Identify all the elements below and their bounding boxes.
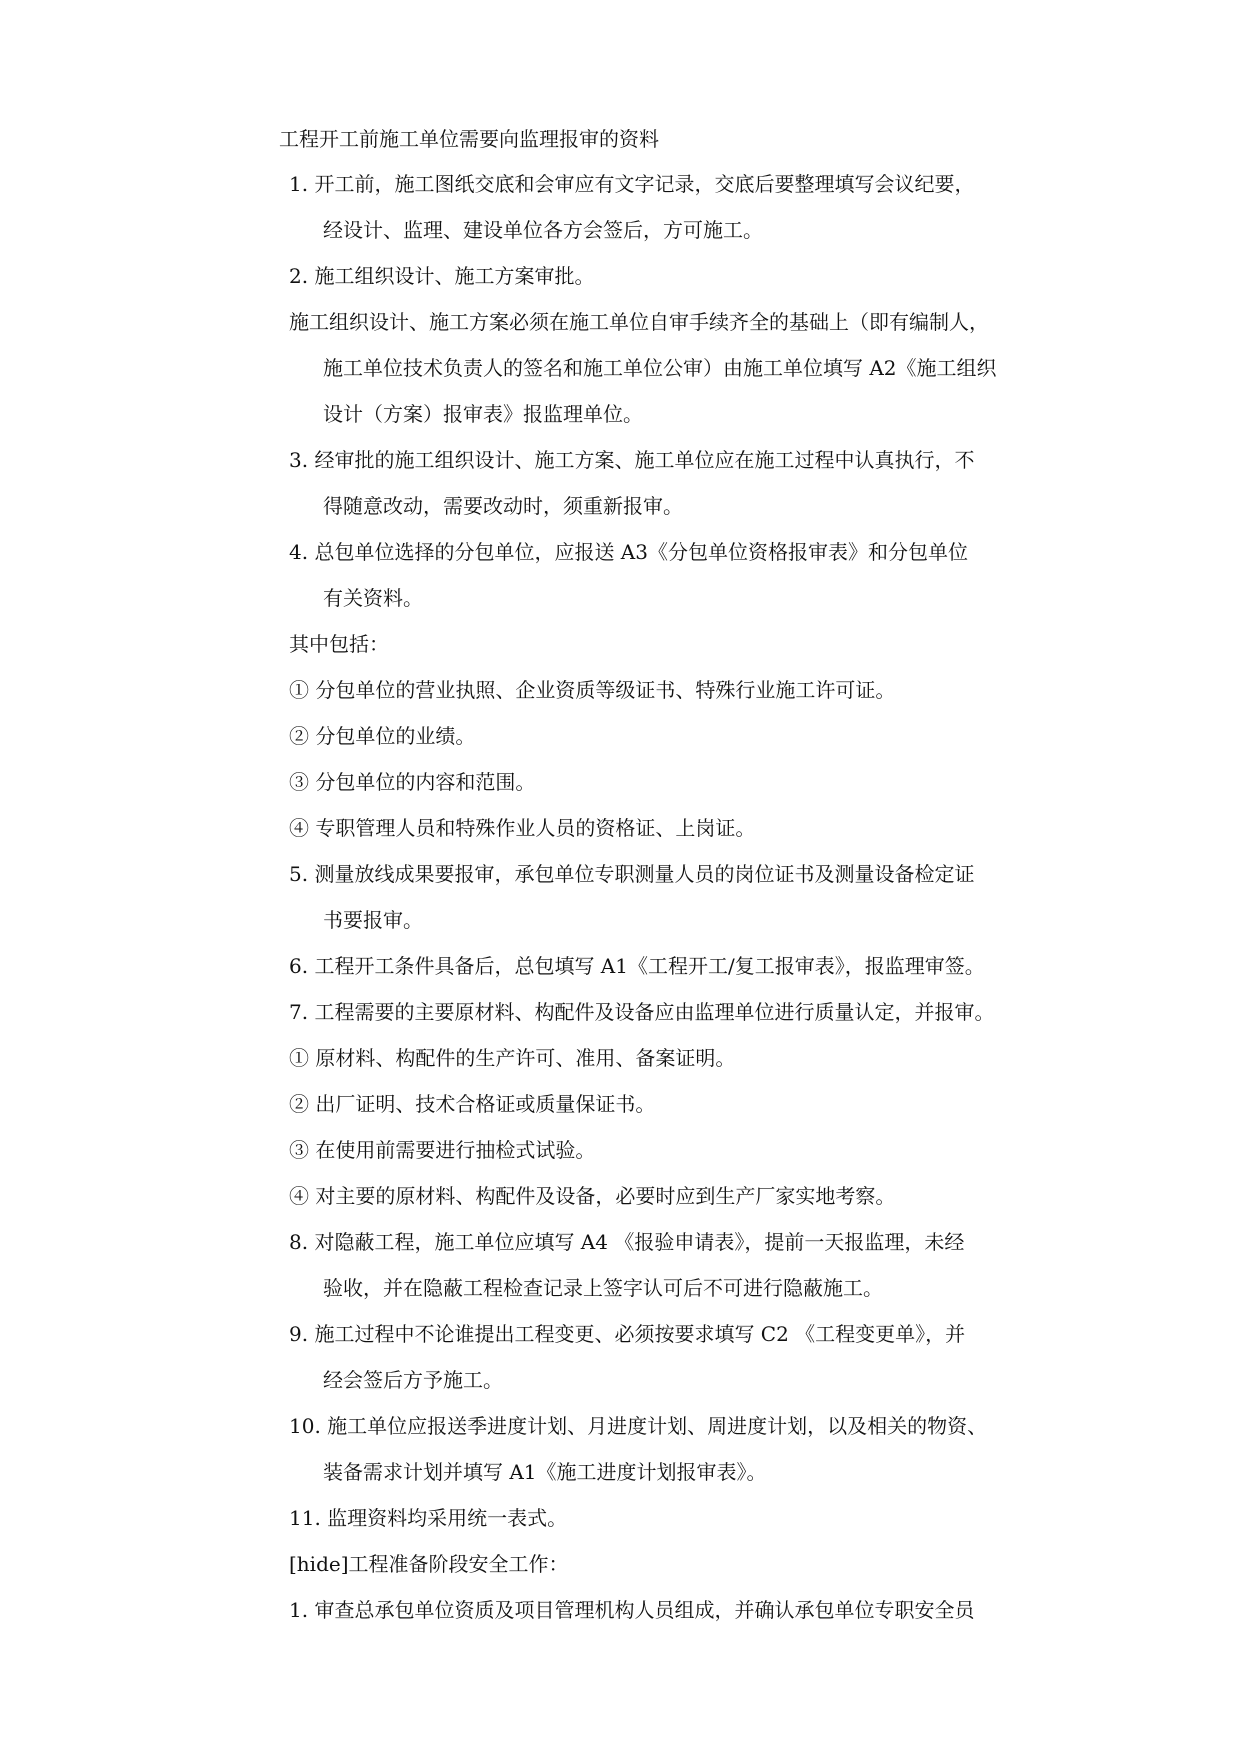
text-line: ② 分包单位的业绩。	[289, 724, 476, 748]
text-line: 设计（方案）报审表》报监理单位。	[323, 402, 643, 426]
text-line: ③ 分包单位的内容和范围。	[289, 770, 536, 794]
text-line: 其中包括：	[289, 632, 389, 656]
text-line: ③ 在使用前需要进行抽检式试验。	[289, 1138, 596, 1162]
text-line: 得随意改动，需要改动时，须重新报审。	[323, 494, 683, 518]
text-line: 1. 开工前，施工图纸交底和会审应有文字记录，交底后要整理填写会议纪要，	[289, 172, 975, 196]
text-line: [hide]工程准备阶段安全工作：	[289, 1552, 569, 1576]
text-line: 1. 审查总承包单位资质及项目管理机构人员组成，并确认承包单位专职安全员	[289, 1598, 975, 1622]
text-line: 书要报审。	[323, 908, 423, 932]
text-line: ② 出厂证明、技术合格证或质量保证书。	[289, 1092, 656, 1116]
text-line: 2. 施工组织设计、施工方案审批。	[289, 264, 595, 288]
text-line: ① 分包单位的营业执照、企业资质等级证书、特殊行业施工许可证。	[289, 678, 896, 702]
text-line: ④ 专职管理人员和特殊作业人员的资格证、上岗证。	[289, 816, 756, 840]
text-line: 验收，并在隐蔽工程检查记录上签字认可后不可进行隐蔽施工。	[323, 1276, 883, 1300]
text-line: 有关资料。	[323, 586, 423, 610]
text-line: 7. 工程需要的主要原材料、构配件及设备应由监理单位进行质量认定，并报审。	[289, 1000, 995, 1024]
text-line: 装备需求计划并填写 A1《施工进度计划报审表》。	[323, 1460, 767, 1484]
text-line: 经会签后方予施工。	[323, 1368, 503, 1392]
text-line: ① 原材料、构配件的生产许可、准用、备案证明。	[289, 1046, 736, 1070]
text-line: 3. 经审批的施工组织设计、施工方案、施工单位应在施工过程中认真执行，不	[289, 448, 975, 472]
text-line: 9. 施工过程中不论谁提出工程变更、必须按要求填写 C2 《工程变更单》，并	[289, 1322, 966, 1346]
text-line: 11. 监理资料均采用统一表式。	[289, 1506, 568, 1530]
text-line: 8. 对隐蔽工程，施工单位应填写 A4 《报验申请表》，提前一天报监理，未经	[289, 1230, 965, 1254]
document-title: 工程开工前施工单位需要向监理报审的资料	[279, 127, 659, 151]
text-line: 施工单位技术负责人的签名和施工单位公审）由施工单位填写 A2《施工组织	[323, 356, 997, 380]
text-line: 5. 测量放线成果要报审，承包单位专职测量人员的岗位证书及测量设备检定证	[289, 862, 975, 886]
text-line: 施工组织设计、施工方案必须在施工单位自审手续齐全的基础上（即有编制人，	[289, 310, 989, 334]
text-line: 4. 总包单位选择的分包单位，应报送 A3《分包单位资格报审表》和分包单位	[289, 540, 968, 564]
text-line: ④ 对主要的原材料、构配件及设备，必要时应到生产厂家实地考察。	[289, 1184, 896, 1208]
text-line: 10. 施工单位应报送季进度计划、月进度计划、周进度计划，以及相关的物资、	[289, 1414, 988, 1438]
text-line: 6. 工程开工条件具备后，总包填写 A1《工程开工/复工报审表》，报监理审签。	[289, 954, 985, 978]
text-line: 经设计、监理、建设单位各方会签后，方可施工。	[323, 218, 763, 242]
